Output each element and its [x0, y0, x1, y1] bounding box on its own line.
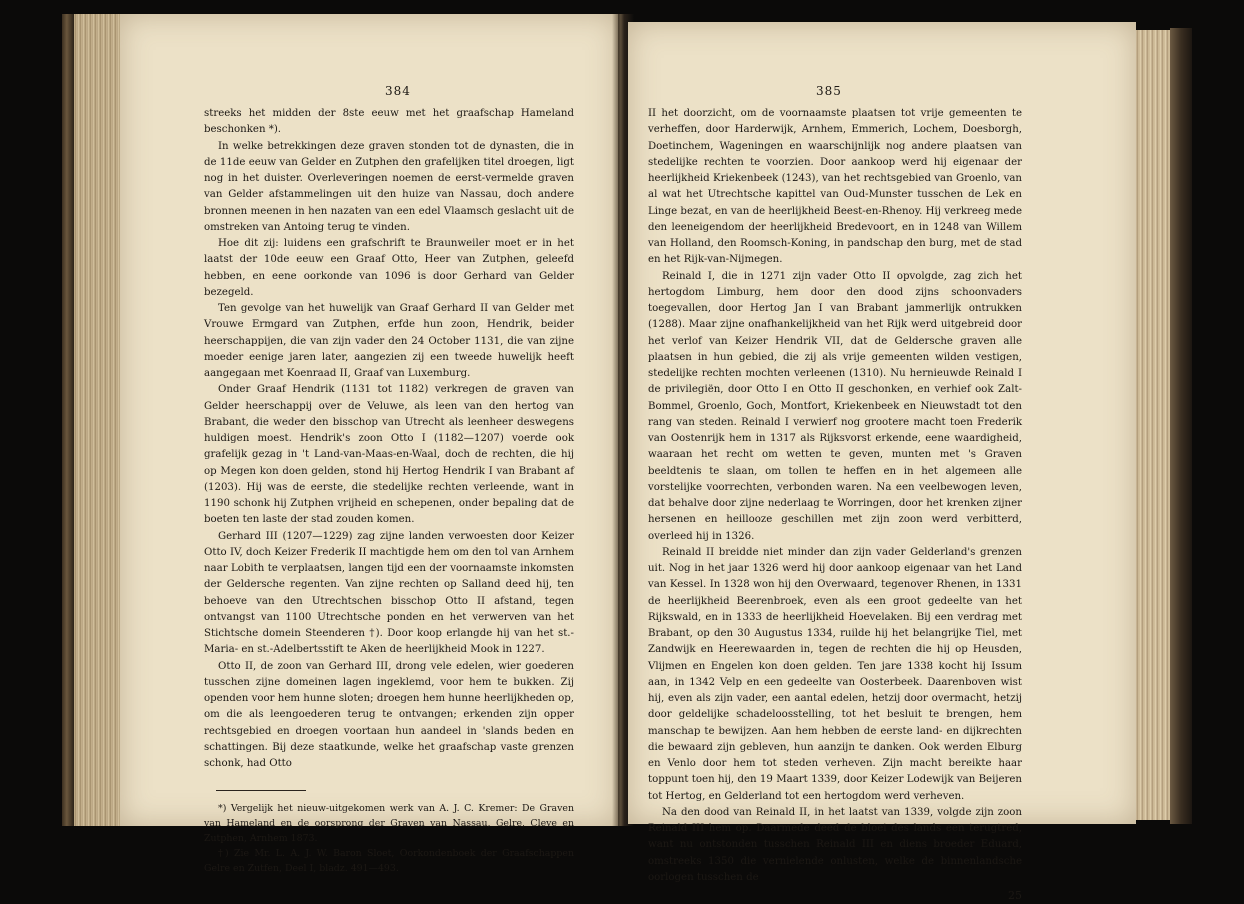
page-number: 384 — [385, 84, 411, 98]
paragraph: Hoe dit zij: luidens een grafschrift te Braunweiler moet er in het laatst der 10de eeuw een Graaf Otto, Heer van Zutphen, geleefd hebben, en eene oorkonde van 1096 is door Gerhard van Gelder bezegeld. — [204, 238, 574, 298]
paragraph: Na den dood van Reinald II, in het laatst van 1339, volgde zijn zoon Reinald III hem op. Daarmede deed de bloei des lands een terugtred, want nu ontstonden tusschen Reinald III en diens broeder Eduard, omstreeks 1350 die vernielende onlusten, welke de binnenlandsche oorlogen tusschen de — [648, 806, 1022, 883]
paragraph: II het doorzicht, om de voornaamste plaatsen tot vrije gemeenten te verheffen, door Harderwijk, Arnhem, Emmerich, Lochem, Doesborgh, Doetinchem, Wageningen en waarschijnlijk nog andere plaatsen van stedelijke rechten te voorzien. Door aankoop werd hij eigenaar der heerlijkheid Kriekenbeek (1243), van het rechtsgebied van Groenlo, van al wat het Utrechtsche kapittel van Oud-Munster tusschen de Lek en Linge bezat, en van de heerlijkheid Beest-en-Rhenoy. Hij verkreeg mede den leeneigendom der heerlijkheid Bredevoort, en in 1248 van Willem van Holland, den Roomsch-Koning, in pandschap den burg, met de stad en het Rijk-van-Nijmegen. — [648, 108, 1022, 266]
paragraph: In welke betrekkingen deze graven stonden tot de dynasten, die in de 11de eeuw van Gelder en Zutphen den grafelijken titel droegen, ligt nog in het duister. Overleveringen noemen de eerst-vermelde graven van Gelder afstammelingen uit den huize van Nassau, doch andere bronnen meenen in hen nazaten van een edel Vlaamsch geslacht uit de omstreken van Antoing terug te vinden. — [204, 140, 574, 233]
paragraph: Gerhard III (1207—1229) zag zijne landen verwoesten door Keizer Otto IV, doch Keizer Frederik II machtigde hem om den tol van Arnhem naar Lobith te verplaatsen, langen tijd een der voornaamste inkomsten der Geldersche regenten. Van zijne rechten op Salland deed hij, ten behoeve van den Utrechtschen bisschop Otto II afstand, tegen ontvangst van 1100 Utrechtsche ponden en het verwerven van het Stichtsche domein Steenderen †). Door koop erlangde hij van het st.-Maria- en st.-Adelbertsstift te Aken de heerlijkheid Mook in 1227. — [204, 530, 574, 656]
paragraph: streeks het midden der 8ste eeuw met het graafschap Hameland beschonken *). — [204, 108, 574, 136]
right-page-edges — [1134, 30, 1172, 820]
left-page — [120, 14, 618, 875]
page-number: 385 — [816, 84, 842, 98]
paragraph: Onder Graaf Hendrik (1131 tot 1182) verkregen de graven van Gelder heerschappij over de Veluwe, als leen van den hertog van Brabant, die weder den bisschop van Utrecht als leenheer deswegens huldigen moest. Hendrik's zoon Otto I (1182—1207) voerde ook grafelijk gezag in 't Land-van-Maas-en-Waal, doch de rechten, die hij op Megen kon doen gelden, stond hij Hertog Hendrik I van Brabant af (1203). Hij was de eerste, die stedelijke rechten verleende, want in 1190 schonk hij Zutphen vrijheid en schepenen, onder bepaling dat de boeten ten laste der stad zouden komen. — [204, 384, 574, 526]
paragraph: Otto II, de zoon van Gerhard III, drong vele edelen, wier goederen tusschen zijne domeinen lagen ingeklemd, voor hem te bukken. Zij openden voor hem hunne sloten; droegen hem hunne heerlijkheden op, om die als leengoederen terug te ontvangen; erkenden zijn opper rechtsgebied en droegen voortaan hun aandeel in 'slands beden en schattingen. Bij deze staatkunde, welke het graafschap vaste grenzen schonk, had Otto — [204, 660, 574, 769]
right-book-spine — [1170, 28, 1192, 824]
right-page — [628, 22, 1136, 902]
footnote-divider — [216, 790, 306, 791]
paragraph: Reinald I, die in 1271 zijn vader Otto II opvolgde, zag zich het hertogdom Limburg, hem door den dood zijns schoonvaders toegevallen, door Hertog Jan I van Brabant jammerlijk ontrukken (1288). Maar zijne onafhankelijkheid van het Rijk werd uitgebreid door het verlof van Keizer Hendrik VII, dat de Geldersche graven alle plaatsen in hun gebied, die zij als vrije gemeenten wilden vestigen, stedelijke rechten mochten verleenen (1310). Nu hernieuwde Reinald I de privilegiën, door Otto I en Otto II geschonken, en verhief ook Zalt-Bommel, Groenlo, Goch, Montfort, Kriekenbeek en Nieuwstadt tot den rang van steden. Reinald I verwierf nog grootere macht toen Frederik van Oostenrijk hem in 1317 als Rijksvorst erkende, eene waardigheid, waaraan het recht om wetten te geven, munten met 's Graven beeldtenis te slaan, om tollen te heffen en in het algemeen alle vorstelijke voorrechten, verbonden waren. Na een veelbewogen leven, dat behalve door zijne nederlaag te Worringen, door het krenken zijner hersenen en heillooze geschillen met zijn zoon werd verbitterd, overleed hij in 1326. — [648, 270, 1022, 542]
footnote: *) Vergelijk het nieuw-uitgekomen werk van A. J. C. Kremer: De Graven van Hameland en de oorsprong der Graven van Nassau, Gelre, Cleve en Zutphen, Arnhem 1873. — [204, 803, 574, 845]
paragraph: Reinald II breidde niet minder dan zijn vader Gelderland's grenzen uit. Nog in het jaar 1326 werd hij door aankoop eigenaar van het Land van Kessel. In 1328 won hij den Overwaard, tegenover Rhenen, in 1331 de heerlijkheid Beerenbroek, even als een groot gedeelte van het Rijkswald, en in 1333 de heerlijkheid Hoevelaken. Bij een verdrag met Brabant, op den 30 Augustus 1334, ruilde hij het belangrijke Tiel, met Zandwijk en Heerewaarden in, tegen de rechten die hij op Heusden, Vlijmen en Engelen kon doen gelden. Ten jare 1338 kocht hij Issum aan, in 1342 Velp en een gedeelte van Oosterbeek. Daarenboven wist hij, even als zijn vader, een aantal edelen, hetzij door overmacht, hetzij door geldelijke schadeloosstelling, tot het besluit te brengen, hem manschap te bewijzen. Aan hem hebben de eerste land- en dijkrechten die bewaard zijn gebleven, hun aanzijn te danken. Ook werden Elburg en Venlo door hem tot steden verheven. Zijn macht bereikte haar toppunt toen hij, den 19 Maart 1339, door Keizer Lodewijk van Beijeren tot Hertog, en Gelderland tot een hertogdom werd verheven. — [648, 546, 1022, 802]
paragraph: Ten gevolge van het huwelijk van Graaf Gerhard II van Gelder met Vrouwe Ermgard van Zutphen, erfde hun zoon, Hendrik, beider heerschappijen, die van zijn vader den 24 October 1131, die van zijne moeder eenige jaren later, aangezien zij een tweede huwelijk heeft aangegaan met Koenraad II, Graaf van Luxemburg. — [204, 303, 574, 379]
right-page-body — [648, 106, 1022, 904]
left-book-spine — [62, 14, 74, 826]
signature-mark: 25 — [1008, 889, 1022, 902]
footnote: †) Zie Mr. L. A. J. W. Baron Sloet, Oorkondenboek der Graafschappen Gelre en Zutfen, Deel I, bladz. 491—493. — [204, 848, 574, 875]
left-page-body — [204, 106, 574, 876]
